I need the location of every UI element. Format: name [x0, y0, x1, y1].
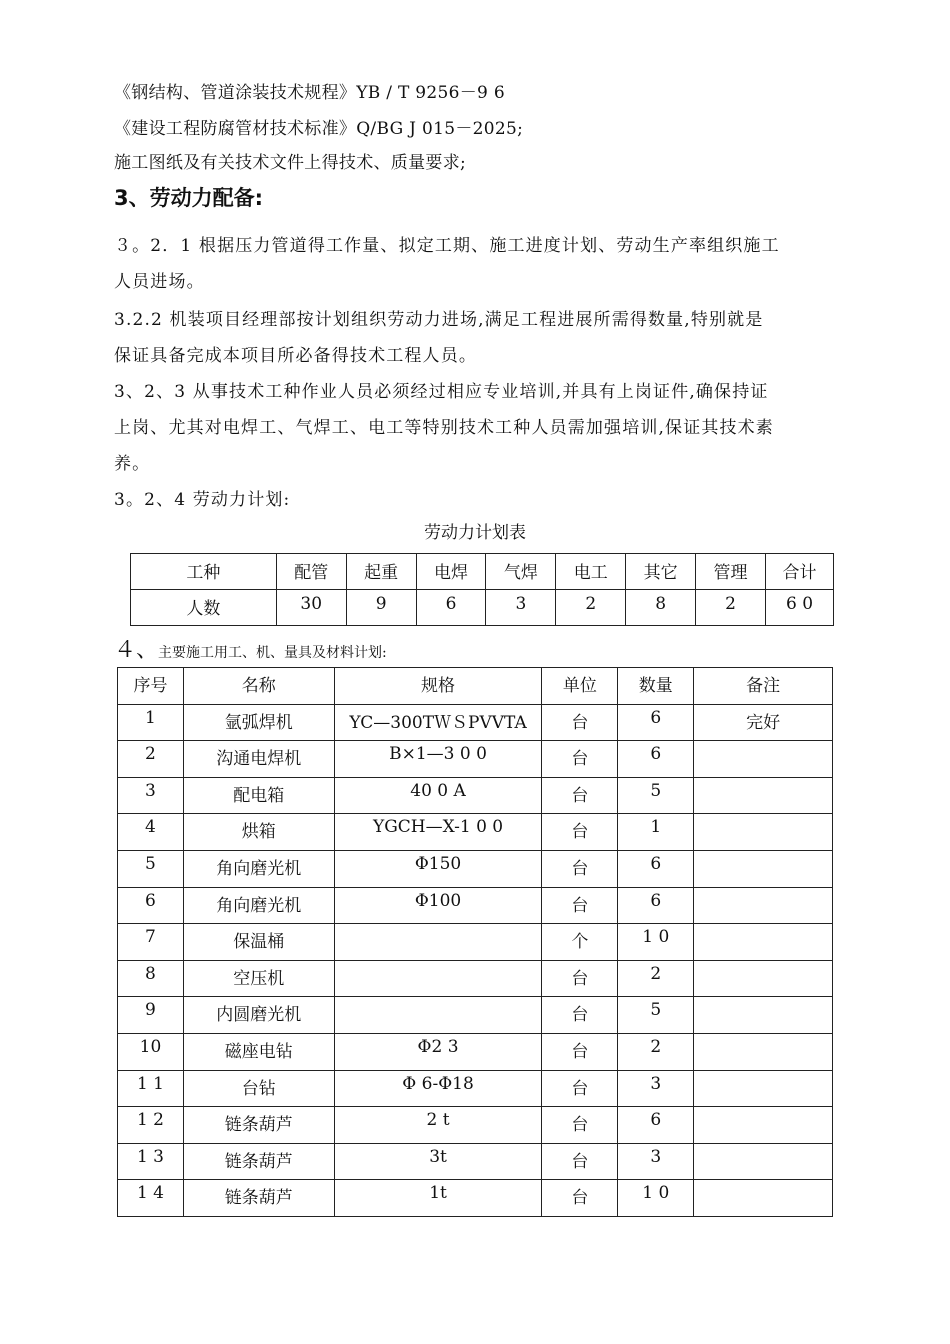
table-cell	[694, 924, 833, 961]
table-cell: 3	[118, 777, 184, 814]
table-cell	[694, 1070, 833, 1107]
tools-header-cell: 数量	[618, 668, 694, 705]
table-row	[118, 777, 833, 814]
table-row	[118, 1070, 833, 1107]
table-cell: 保温桶	[183, 924, 334, 961]
table-cell: 烘箱	[183, 814, 334, 851]
table-row	[118, 887, 833, 924]
table-cell: 台	[542, 1070, 618, 1107]
table-row	[118, 814, 833, 851]
labor-header-cell: 电工	[556, 554, 626, 590]
labor-cell: 9	[346, 590, 416, 626]
tools-header-cell: 备注	[694, 668, 833, 705]
table-row	[118, 704, 833, 741]
table-cell: 1 0	[618, 1180, 694, 1217]
table-cell: 3	[618, 1143, 694, 1180]
section-4-number: ４、	[114, 638, 159, 663]
table-cell	[694, 741, 833, 778]
table-cell: 2	[118, 741, 184, 778]
table-cell: 2 t	[334, 1107, 542, 1144]
table-cell	[694, 1107, 833, 1144]
labor-header-cell: 合计	[766, 554, 834, 590]
para-3-2-3-line-2: 上岗、尤其对电焊工、气焊工、电工等特别技术工种人员需加强培训,保证其技术素	[114, 418, 774, 438]
table-cell: 1	[618, 814, 694, 851]
table-cell: 台	[542, 1143, 618, 1180]
table-cell: 台	[542, 814, 618, 851]
table-cell: 6	[118, 887, 184, 924]
table-cell: 台	[542, 850, 618, 887]
labor-table-caption: 劳动力计划表	[424, 523, 526, 543]
table-cell: 4	[118, 814, 184, 851]
table-cell: 5	[118, 850, 184, 887]
table-cell: 台	[542, 741, 618, 778]
table-cell: 角向磨光机	[183, 887, 334, 924]
para-3-2-2-line-1: 3.2.2 机装项目经理部按计划组织劳动力进场,满足工程进展所需得数量,特别就是	[114, 310, 764, 330]
tools-header-cell: 规格	[334, 668, 542, 705]
standard-line-3: 施工图纸及有关技术文件上得技术、质量要求;	[114, 153, 467, 173]
labor-header-cell: 工种	[131, 554, 277, 590]
table-cell	[694, 1143, 833, 1180]
section-4-heading	[114, 633, 387, 664]
table-cell: Φ100	[334, 887, 542, 924]
table-row	[118, 1180, 833, 1217]
labor-cell: 8	[626, 590, 696, 626]
para-3-2-3-line-1: 3、2、3 从事技术工种作业人员必须经过相应专业培训,并具有上岗证件,确保持证	[114, 382, 769, 402]
table-cell: B×1—3 0 0	[334, 741, 542, 778]
table-cell: Φ2 3	[334, 1033, 542, 1070]
table-cell	[694, 887, 833, 924]
labor-cell: 2	[556, 590, 626, 626]
para-3-2-1-line-1: ３。2．1 根据压力管道得工作量、拟定工期、施工进度计划、劳动生产率组织施工	[114, 236, 780, 256]
table-cell: 链条葫芦	[183, 1180, 334, 1217]
table-cell: 台	[542, 1033, 618, 1070]
table-cell: 1 0	[618, 924, 694, 961]
table-cell: 沟通电焊机	[183, 741, 334, 778]
standard-line-1: 《钢结构、管道涂装技术规程》YB / T 9256－9 6	[114, 83, 505, 103]
table-cell	[694, 814, 833, 851]
table-cell: 6	[618, 887, 694, 924]
table-cell: 氩弧焊机	[183, 704, 334, 741]
table-cell: 台	[542, 777, 618, 814]
table-cell: 1t	[334, 1180, 542, 1217]
table-cell: 角向磨光机	[183, 850, 334, 887]
table-cell: 6	[618, 741, 694, 778]
table-cell: 3t	[334, 1143, 542, 1180]
table-cell: 磁座电钻	[183, 1033, 334, 1070]
table-cell	[694, 850, 833, 887]
table-cell: 链条葫芦	[183, 1143, 334, 1180]
table-cell	[334, 924, 542, 961]
table-row	[118, 1143, 833, 1180]
labor-cell: 6 0	[766, 590, 834, 626]
table-cell: 7	[118, 924, 184, 961]
para-3-2-2-line-2: 保证具备完成本项目所必备得技术工程人员。	[114, 346, 477, 366]
table-cell: YGCH—X-1 0 0	[334, 814, 542, 851]
labor-header-cell: 气焊	[486, 554, 556, 590]
para-3-2-3-line-3: 养。	[114, 454, 151, 474]
table-cell: 内圆磨光机	[183, 997, 334, 1034]
table-cell: 配电箱	[183, 777, 334, 814]
labor-cell: 6	[416, 590, 486, 626]
table-cell: 5	[618, 997, 694, 1034]
table-cell	[694, 1180, 833, 1217]
table-cell: 6	[618, 1107, 694, 1144]
table-cell: 6	[618, 850, 694, 887]
table-row	[118, 1033, 833, 1070]
para-3-2-4: 3。2、4 劳动力计划:	[114, 490, 291, 510]
section-4-title: 主要施工用工、机、量具及材料计划:	[158, 645, 387, 661]
table-cell: 1 1	[118, 1070, 184, 1107]
table-row	[118, 924, 833, 961]
table-cell: 8	[118, 960, 184, 997]
table-cell	[694, 997, 833, 1034]
table-cell	[334, 960, 542, 997]
table-cell: 个	[542, 924, 618, 961]
labor-header-cell: 配管	[276, 554, 346, 590]
table-cell	[694, 777, 833, 814]
table-cell: 9	[118, 997, 184, 1034]
table-cell: 10	[118, 1033, 184, 1070]
table-cell: 1	[118, 704, 184, 741]
para-3-2-1-line-2: 人员进场。	[114, 272, 205, 292]
table-cell: 台	[542, 1180, 618, 1217]
labor-header-cell: 其它	[626, 554, 696, 590]
table-cell: Φ 6-Φ18	[334, 1070, 542, 1107]
table-cell: 台	[542, 1107, 618, 1144]
tools-table-header-row	[118, 668, 833, 705]
standard-line-2: 《建设工程防腐管材技术标准》Q/BG J 015－2025;	[114, 119, 524, 139]
table-cell	[694, 960, 833, 997]
labor-header-cell: 管理	[696, 554, 766, 590]
table-row	[118, 960, 833, 997]
table-cell: 2	[618, 1033, 694, 1070]
tools-materials-table	[117, 667, 833, 1217]
section-3-heading: 3、劳动力配备:	[114, 186, 264, 210]
labor-cell: 30	[276, 590, 346, 626]
table-cell: 2	[618, 960, 694, 997]
table-cell: 台	[542, 704, 618, 741]
table-cell: 5	[618, 777, 694, 814]
labor-table-header-row	[131, 554, 834, 590]
table-cell: 台	[542, 887, 618, 924]
table-cell	[334, 997, 542, 1034]
table-row	[118, 997, 833, 1034]
labor-header-cell: 电焊	[416, 554, 486, 590]
table-cell: 3	[618, 1070, 694, 1107]
table-cell: 40 0 A	[334, 777, 542, 814]
table-row	[118, 741, 833, 778]
tools-header-cell: 序号	[118, 668, 184, 705]
table-cell: Φ150	[334, 850, 542, 887]
table-row	[118, 850, 833, 887]
table-cell: 1 2	[118, 1107, 184, 1144]
table-cell: 台钻	[183, 1070, 334, 1107]
table-cell	[694, 1033, 833, 1070]
table-cell: 1 3	[118, 1143, 184, 1180]
tools-table-body	[118, 668, 833, 1217]
tools-header-cell: 名称	[183, 668, 334, 705]
table-cell: 台	[542, 997, 618, 1034]
labor-plan-table	[130, 553, 834, 626]
table-cell: 台	[542, 960, 618, 997]
table-cell: 空压机	[183, 960, 334, 997]
tools-header-cell: 单位	[542, 668, 618, 705]
labor-table-count-row	[131, 590, 834, 626]
labor-cell: 2	[696, 590, 766, 626]
table-cell: 6	[618, 704, 694, 741]
table-cell: 完好	[694, 704, 833, 741]
labor-cell: 人数	[131, 590, 277, 626]
table-row	[118, 1107, 833, 1144]
labor-header-cell: 起重	[346, 554, 416, 590]
table-cell: YC—300TＷＳPVVTA	[334, 704, 542, 741]
table-cell: 1 4	[118, 1180, 184, 1217]
table-cell: 链条葫芦	[183, 1107, 334, 1144]
labor-cell: 3	[486, 590, 556, 626]
